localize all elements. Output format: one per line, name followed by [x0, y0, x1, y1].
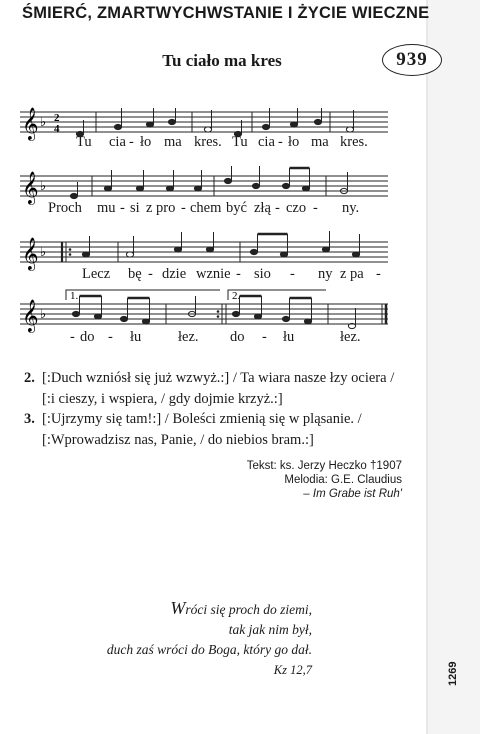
lyric-syllable: łez. — [340, 329, 361, 345]
verse-2 — [24, 368, 394, 409]
repeat-dot — [217, 315, 220, 318]
treble-clef-icon: 𝄞 — [22, 299, 39, 332]
lyric-syllable: cia — [258, 134, 275, 150]
section-title: ŚMIERĆ, ZMARTWYCHWSTANIE I ŻYCIE WIECZNE — [22, 4, 430, 22]
text-author: Tekst: ks. Jerzy Heczko †1907 — [246, 460, 402, 472]
lyric-syllable: ny — [318, 266, 333, 282]
lyric-syllable: łu — [283, 329, 295, 345]
lyric-syllable: do — [230, 329, 245, 345]
lyric-syllable: ma — [311, 134, 329, 150]
time-signature-top: 2 — [54, 112, 60, 124]
lyric-hyphen: - — [70, 329, 75, 345]
lyric-syllable: z pro — [146, 200, 176, 216]
treble-clef-icon: 𝄞 — [22, 237, 39, 270]
lyric-syllable: być — [226, 200, 247, 216]
verse-number: 3. — [24, 411, 35, 427]
lyric-syllable: Lecz — [82, 266, 111, 282]
lyric-syllable: bę — [128, 266, 142, 282]
lyric-syllable: kres. — [340, 134, 368, 150]
lyric-syllable: łez. — [178, 329, 199, 345]
repeat-dot — [217, 310, 220, 313]
lyric-hyphen: - — [275, 200, 280, 216]
verse-line: [:Wprowadzisz nas, Panie, / do niebios bram.:] — [42, 431, 314, 448]
lyric-hyphen: - — [236, 266, 241, 282]
lyric-syllable: si — [130, 200, 140, 216]
lyric-syllable: Tu — [232, 134, 248, 150]
lyric-hyphen: - — [262, 329, 267, 345]
hymn-title-text: Tu ciało ma kres — [162, 51, 282, 70]
verse-number: 2. — [24, 370, 35, 386]
lyric-syllable: chem — [190, 200, 222, 216]
ending-2-label: 2. — [232, 290, 241, 302]
lyric-syllable: mu — [97, 200, 116, 216]
melody-source: – Im Grabe ist Ruh' — [303, 488, 402, 500]
lyric-hyphen: - — [148, 266, 153, 282]
lyric-hyphen: - — [108, 329, 113, 345]
quote-reference: Kz 12,7 — [273, 663, 312, 677]
verse-line: [:Ujrzymy się tam!:] / Boleści zmienią się w pląsanie. / — [42, 411, 362, 427]
treble-clef-icon: 𝄞 — [22, 107, 39, 140]
lyric-syllable: Tu — [76, 134, 92, 150]
hymn-number-badge: 939 — [382, 44, 442, 76]
lyric-syllable: z pa — [340, 266, 364, 282]
lyric-syllable: łu — [130, 329, 142, 345]
verse-line: [:i cieszy, i wspiera, / gdy dojmie krzyż.:] — [42, 390, 283, 407]
lyric-syllable: czo — [286, 200, 307, 216]
lyric-syllable: sio — [254, 266, 271, 282]
repeat-dot — [69, 253, 72, 256]
lyric-syllable: złą — [254, 200, 271, 216]
lyric-syllable: do — [80, 329, 95, 345]
verses — [24, 368, 394, 450]
lyric-syllable: ny. — [342, 200, 360, 216]
lyric-hyphen: - — [376, 266, 381, 282]
lyric-syllable: kres. — [194, 134, 222, 150]
flat-icon: ♭ — [40, 307, 47, 322]
quote-initial: W — [170, 598, 186, 618]
quote-line-1-text: róci się proch do ziemi, — [185, 602, 312, 617]
lyric-syllable: wznie — [196, 266, 231, 282]
quote-line-3: duch zaś wróci do Boga, który go dał. — [106, 642, 312, 657]
ending-1-label: 1. — [70, 290, 79, 302]
scripture-quote — [107, 598, 312, 680]
lyric-syllable: cia — [109, 134, 126, 150]
lyric-syllable: ma — [164, 134, 182, 150]
verse-3 — [24, 409, 394, 450]
flat-icon: ♭ — [40, 245, 47, 260]
credits — [247, 459, 402, 501]
lyric-hyphen: - — [290, 266, 295, 282]
lyric-hyphen: - — [313, 200, 318, 216]
repeat-dot — [69, 248, 72, 251]
melody-author: Melodia: G.E. Claudius — [284, 474, 402, 486]
treble-clef-icon: 𝄞 — [22, 171, 39, 204]
lyric-syllable: ło — [140, 134, 152, 150]
lyric-hyphen: - — [129, 134, 134, 150]
lyric-hyphen: - — [181, 200, 186, 216]
lyric-hyphen: - — [120, 200, 125, 216]
lyric-syllable: Proch — [48, 200, 82, 216]
lyric-syllable: dzie — [162, 266, 187, 282]
quote-line-2: tak jak nim był, — [228, 622, 312, 637]
lyric-hyphen: - — [278, 134, 283, 150]
lyric-syllable: ło — [288, 134, 300, 150]
page-edge — [428, 0, 480, 734]
quote-line-1 — [107, 598, 312, 620]
flat-icon: ♭ — [40, 115, 47, 130]
time-signature-bottom: 4 — [54, 123, 60, 135]
flat-icon: ♭ — [40, 179, 47, 194]
page-number: 1269 — [447, 661, 459, 686]
verse-line: [:Duch wzniósł się już wzwyż.:] / Ta wiara nasze łzy ociera / — [42, 370, 395, 386]
